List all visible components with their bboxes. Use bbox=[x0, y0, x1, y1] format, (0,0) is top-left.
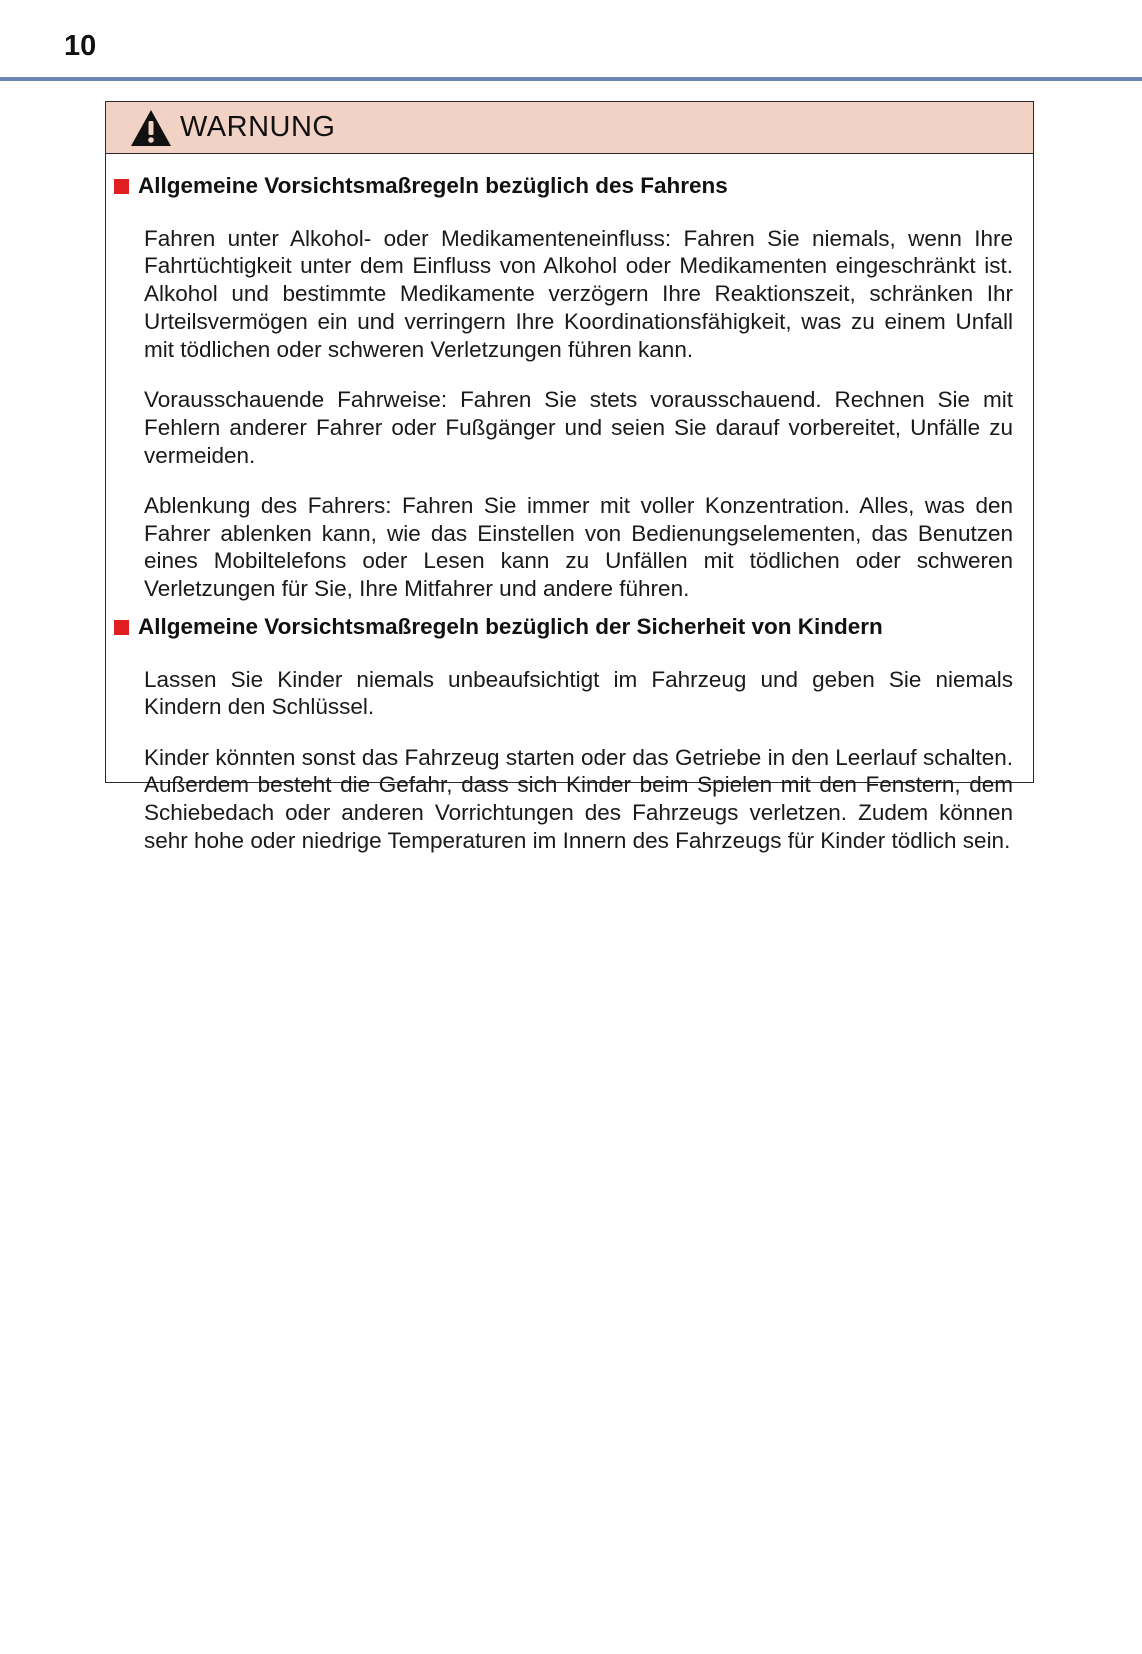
paragraph: Lassen Sie Kinder niemals unbeaufsichtigt im Fahrzeug und geben Sie niemals Kindern den Schlüssel. bbox=[144, 666, 1013, 720]
section-heading bbox=[114, 170, 1013, 202]
header-rule bbox=[0, 77, 1142, 81]
page-number: 10 bbox=[64, 30, 97, 62]
section-child-safety bbox=[114, 611, 1013, 855]
warning-body bbox=[106, 154, 1033, 855]
red-square-bullet-icon bbox=[114, 179, 129, 194]
warning-header bbox=[106, 102, 1033, 154]
paragraph: Vorausschauende Fahrweise: Fahren Sie stets vorausschauend. Rechnen Sie mit Fehlern anderer Fahrer oder Fußgänger und seien Sie darauf vorbereitet, Unfälle zu vermeiden. bbox=[144, 386, 1013, 468]
paragraph: Kinder könnten sonst das Fahrzeug starten oder das Getriebe in den Leerlauf schalten. Außerdem besteht die Gefahr, dass sich Kinder beim Spielen mit den Fenstern, dem Schiebedach oder anderen Vorrichtungen des Fahrzeugs verletzen. Zudem können sehr hohe oder niedrige Temperaturen im Innern des Fahrzeugs für Kinder tödlich sein. bbox=[144, 744, 1013, 854]
warning-title: WARNUNG bbox=[180, 111, 336, 143]
section-heading bbox=[114, 611, 1013, 643]
paragraph: Fahren unter Alkohol- oder Medikamenteneinfluss: Fahren Sie niemals, wenn Ihre Fahrtüchtigkeit unter dem Einfluss von Alkohol oder Medikamenten eingeschränkt ist. Alkohol und bestimmte Medikamente verzögern Ihre Reaktionszeit, schränken Ihr Urteilsvermögen ein und verringern Ihre Koordinationsfähigkeit, was zu einem Unfall mit tödlichen oder schweren Verletzungen führen kann. bbox=[144, 225, 1013, 362]
warning-triangle-icon bbox=[130, 109, 172, 147]
warning-box bbox=[105, 101, 1034, 854]
section-driving bbox=[114, 170, 1013, 603]
section-heading-text: Allgemeine Vorsichtsmaßregeln bezüglich der Sicherheit von Kindern bbox=[138, 614, 883, 640]
paragraph: Ablenkung des Fahrers: Fahren Sie immer mit voller Konzentration. Alles, was den Fahrer ablenken kann, wie das Einstellen von Bedienungselementen, das Benutzen eines Mobiltelefons oder Lesen kann zu Unfällen mit tödlichen oder schweren Verletzungen für Sie, Ihre Mitfahrer und andere führen. bbox=[144, 492, 1013, 602]
red-square-bullet-icon bbox=[114, 620, 129, 635]
section-heading-text: Allgemeine Vorsichtsmaßregeln bezüglich des Fahrens bbox=[138, 173, 728, 198]
